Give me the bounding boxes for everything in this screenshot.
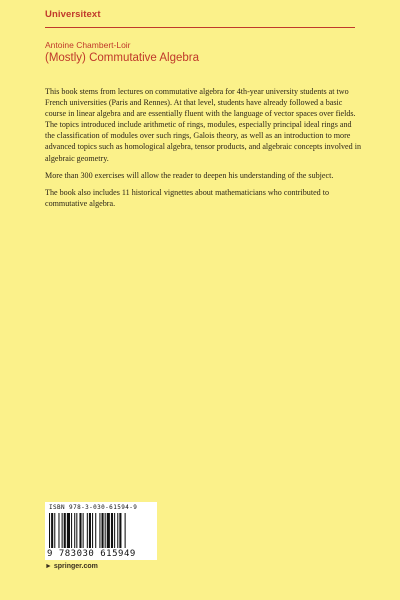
- barcode-bar: [87, 513, 88, 548]
- barcode-bar: [111, 513, 113, 548]
- barcode-bar: [76, 513, 77, 548]
- arrow-icon: ►: [45, 563, 52, 570]
- barcode-bar: [49, 513, 50, 548]
- isbn-text: ISBN 978-3-030-61594-9: [49, 504, 138, 511]
- barcode-bar: [125, 513, 126, 548]
- isbn-barcode-block: [45, 502, 157, 560]
- barcode-bar: [74, 513, 75, 548]
- book-title: (Mostly) Commutative Algebra: [45, 52, 200, 64]
- barcode-bar: [117, 513, 118, 548]
- header-rule: [45, 27, 355, 28]
- barcode-bar: [51, 513, 53, 548]
- barcode-bar: [99, 513, 100, 548]
- series-name: Universitext: [45, 9, 101, 20]
- description-paragraph-3: The book also includes 11 historical vignettes about mathematicians who contributed to commutative algebra.: [45, 187, 330, 208]
- barcode-bar: [62, 513, 63, 548]
- description: [45, 86, 363, 215]
- barcode-bar: [107, 513, 110, 548]
- barcode-bar: [54, 513, 55, 548]
- barcode-digits: 9 783030 615949: [47, 549, 136, 559]
- publisher-url: [45, 563, 98, 570]
- barcode-bar: [67, 513, 70, 548]
- barcode-bar: [105, 513, 106, 548]
- barcode-bar: [79, 513, 81, 548]
- barcode-bar: [64, 513, 66, 548]
- barcode-bar: [58, 513, 59, 548]
- barcode-bars: [49, 513, 153, 548]
- barcode-bar: [92, 513, 93, 548]
- author-name: Antoine Chambert-Loir: [45, 40, 131, 50]
- barcode-bar: [114, 513, 115, 548]
- barcode-bar: [119, 513, 121, 548]
- barcode-bar: [95, 513, 96, 548]
- publisher-url-text: springer.com: [53, 563, 98, 570]
- barcode-bar: [89, 513, 91, 548]
- barcode-bar: [71, 513, 72, 548]
- description-paragraph-1: This book stems from lectures on commutative algebra for 4th-year university students at two French universities (Paris and Rennes). At that level, students have already followed a basic course in linear algebra and are essentially fluent with the language of vector spaces over fields. The topics introduced include arithmetic of rings, modules, especially principal ideal rings and the classification of modules over such rings, Galois theory, as well as an introduction to more advanced topics such as homological algebra, tensor products, and algebraic concepts involved in algebraic geometry.: [45, 87, 362, 163]
- description-paragraph-2: More than 300 exercises will allow the reader to deepen his understanding of the subject.: [45, 170, 334, 180]
- barcode-bar: [83, 513, 84, 548]
- barcode-bar: [102, 513, 104, 548]
